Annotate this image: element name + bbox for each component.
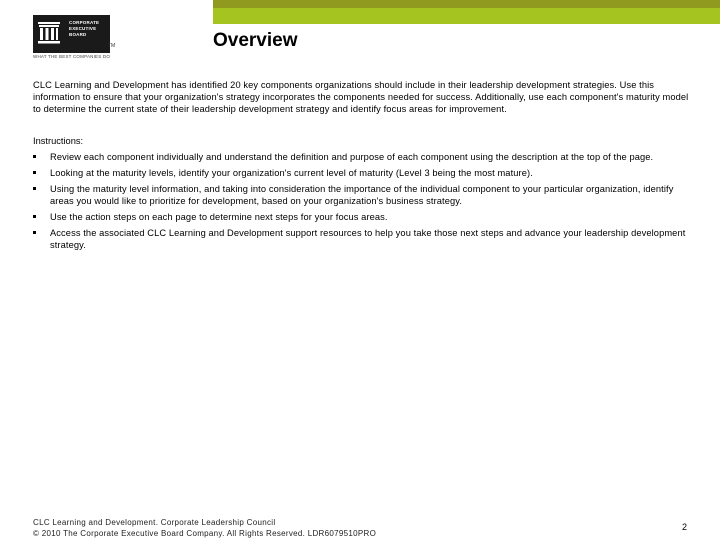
bullet-icon (33, 231, 36, 234)
list-item-text: Using the maturity level information, and taking into consideration the importance of the individual component to your particular organization, identify areas you would like to prioritize for development, based on your organization's business strategy. (50, 184, 674, 206)
list-item (33, 227, 693, 251)
footer-line-1: CLC Learning and Development. Corporate Leadership Council (33, 518, 276, 527)
page-title: Overview (213, 30, 298, 51)
list-item-text: Review each component individually and understand the definition and purpose of each component using the description at the top of the page. (50, 152, 654, 162)
logo-line-1: CORPORATE (69, 20, 100, 25)
page-number: 2 (682, 522, 688, 532)
list-item-text: Use the action steps on each page to determine next steps for your focus areas. (50, 212, 388, 222)
logo-trademark: TM (108, 43, 116, 49)
company-logo (33, 15, 110, 53)
list-item (33, 151, 693, 163)
logo-tagline: WHAT THE BEST COMPANIES DO (33, 54, 111, 59)
list-item (33, 167, 693, 179)
bullet-icon (33, 155, 36, 158)
bullet-icon (33, 215, 36, 218)
footer-copyright: © 2010 The Corporate Executive Board Company. All Rights Reserved. LDR6079510PRO (33, 529, 377, 538)
list-item (33, 183, 693, 207)
bullet-icon (33, 171, 36, 174)
instructions-list (33, 151, 693, 255)
intro-paragraph: CLC Learning and Development has identified 20 key components organizations should include in their leadership development strategies. Use this information to ensure that your organization's strategy incorporates the components needed for success. Additionally, use each component's maturity model to determine the current state of their leadership development strategy and identify focus areas for improvement. (33, 80, 689, 114)
header-accent-bar-bottom (213, 8, 720, 24)
list-item-text: Access the associated CLC Learning and Development support resources to help you take those next steps and advance your leadership development strategy. (50, 228, 686, 250)
instructions-heading: Instructions: (33, 136, 84, 146)
list-item (33, 211, 693, 223)
building-icon (36, 19, 62, 47)
footer (33, 517, 376, 539)
logo-wordmark (69, 20, 99, 38)
logo-line-2: EXECUTIVE (69, 26, 97, 31)
header-accent-bar-top (213, 0, 720, 8)
bullet-icon (33, 187, 36, 190)
list-item-text: Looking at the maturity levels, identify your organization's current level of maturity (Level 3 being the most mature). (50, 168, 533, 178)
logo-line-3: BOARD (69, 32, 87, 37)
